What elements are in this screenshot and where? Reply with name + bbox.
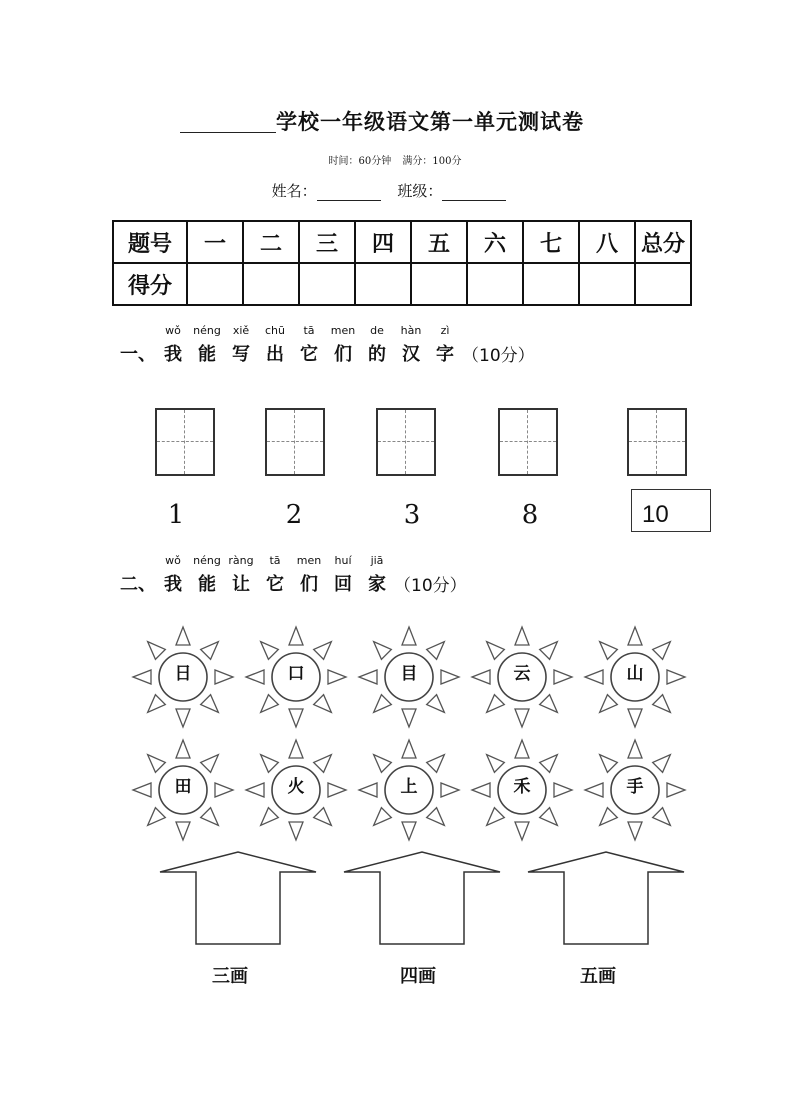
pinyin: jiā <box>370 554 384 567</box>
section1-points: （10分） <box>462 346 535 366</box>
class-label: 班级： <box>397 182 443 200</box>
score-header-cell: 四 <box>355 221 411 263</box>
sun-card[interactable] <box>354 622 464 732</box>
heading-char: tā 它 <box>292 340 326 366</box>
score-cell[interactable] <box>635 263 691 305</box>
sun-char: 火 <box>287 777 305 797</box>
heading-char: de 的 <box>360 340 394 366</box>
pinyin: zì <box>440 324 450 337</box>
score-cell[interactable] <box>187 263 243 305</box>
time-label: 时间：60分钟 <box>328 156 392 167</box>
section1-number: 一、 <box>120 344 156 365</box>
house-arrow <box>158 850 318 946</box>
pinyin: ràng <box>228 554 254 567</box>
heading-char: xiě 写 <box>224 340 258 366</box>
section1-heading <box>120 324 535 366</box>
heading-char: ràng 让 <box>224 570 258 596</box>
sun-card[interactable] <box>580 735 690 845</box>
pinyin: huí <box>334 554 352 567</box>
heading-char: wǒ 我 <box>156 570 190 596</box>
exam-meta <box>0 152 790 167</box>
pinyin: hàn <box>400 324 422 337</box>
section2-points: （10分） <box>394 576 467 596</box>
heading-char: néng 能 <box>190 340 224 366</box>
sun-char: 口 <box>287 664 305 684</box>
score-row-label: 得分 <box>113 263 187 305</box>
writing-box[interactable] <box>265 408 325 476</box>
score-header-cell: 一 <box>187 221 243 263</box>
heading-char: huí 回 <box>326 570 360 596</box>
number-label: 3 <box>403 500 421 530</box>
title-row <box>180 106 640 136</box>
sun-char: 日 <box>174 664 192 684</box>
question-number-row <box>113 221 691 263</box>
heading-char: tā 它 <box>258 570 292 596</box>
heading-char: hàn 汉 <box>394 340 428 366</box>
sun-char: 云 <box>513 664 531 684</box>
heading-char: chū 出 <box>258 340 292 366</box>
name-blank[interactable] <box>317 184 381 201</box>
name-label: 姓名： <box>271 182 317 200</box>
score-header-cell: 八 <box>579 221 635 263</box>
writing-box[interactable] <box>376 408 436 476</box>
score-cell[interactable] <box>579 263 635 305</box>
score-header-cell: 七 <box>523 221 579 263</box>
class-blank[interactable] <box>442 184 506 201</box>
heading-char: wǒ 我 <box>156 340 190 366</box>
sun-card[interactable] <box>467 735 577 845</box>
sun-card[interactable] <box>241 622 351 732</box>
student-info-row <box>0 180 790 201</box>
score-row <box>113 263 691 305</box>
score-table <box>112 220 692 306</box>
score-header-cell: 五 <box>411 221 467 263</box>
sun-card[interactable] <box>580 622 690 732</box>
house-label: 五画 <box>580 966 616 987</box>
pinyin: tā <box>303 324 315 337</box>
score-cell[interactable] <box>299 263 355 305</box>
number-label: 2 <box>285 500 303 530</box>
house-label: 三画 <box>212 966 248 987</box>
house-arrow <box>526 850 686 946</box>
score-header-cell: 六 <box>467 221 523 263</box>
score-header-cell: 题号 <box>113 221 187 263</box>
score-cell[interactable] <box>411 263 467 305</box>
pinyin: wǒ <box>165 324 181 337</box>
page-title: 学校一年级语文第一单元测试卷 <box>276 109 584 134</box>
school-name-blank <box>180 132 276 133</box>
score-cell[interactable] <box>523 263 579 305</box>
sun-char: 手 <box>626 777 644 797</box>
sun-card[interactable] <box>128 622 238 732</box>
heading-char: men 们 <box>326 340 360 366</box>
boxed-number-text: 10 <box>642 501 669 528</box>
pinyin: chū <box>265 324 285 337</box>
sun-card[interactable] <box>354 735 464 845</box>
section2-number: 二、 <box>120 574 156 595</box>
writing-box[interactable] <box>155 408 215 476</box>
sun-char: 目 <box>400 664 418 684</box>
score-header-cell: 总分 <box>635 221 691 263</box>
pinyin: de <box>370 324 384 337</box>
score-cell[interactable] <box>355 263 411 305</box>
sun-card[interactable] <box>467 622 577 732</box>
heading-char: néng 能 <box>190 570 224 596</box>
full-marks-label: 满分：100分 <box>402 156 462 167</box>
heading-char: jiā 家 <box>360 570 394 596</box>
pinyin: néng <box>193 554 221 567</box>
pinyin: men <box>296 554 322 567</box>
score-header-cell: 三 <box>299 221 355 263</box>
sun-card[interactable] <box>241 735 351 845</box>
number-label: 1 <box>167 500 185 530</box>
pinyin: men <box>330 324 356 337</box>
sun-char: 田 <box>174 777 192 797</box>
score-cell[interactable] <box>243 263 299 305</box>
heading-char: zì 字 <box>428 340 462 366</box>
sun-char: 上 <box>400 777 418 797</box>
section2-heading <box>120 554 467 596</box>
pinyin: wǒ <box>165 554 181 567</box>
heading-char: men 们 <box>292 570 326 596</box>
house-arrow <box>342 850 502 946</box>
sun-char: 山 <box>626 664 644 684</box>
score-header-cell: 二 <box>243 221 299 263</box>
pinyin: xiě <box>232 324 250 337</box>
number-label: 8 <box>521 500 539 530</box>
pinyin: tā <box>269 554 281 567</box>
score-cell[interactable] <box>467 263 523 305</box>
pinyin: néng <box>193 324 221 337</box>
sun-card[interactable] <box>128 735 238 845</box>
house-label: 四画 <box>400 966 436 987</box>
writing-box[interactable] <box>627 408 687 476</box>
sun-char: 禾 <box>513 777 531 797</box>
writing-box[interactable] <box>498 408 558 476</box>
boxed-number <box>631 489 711 532</box>
